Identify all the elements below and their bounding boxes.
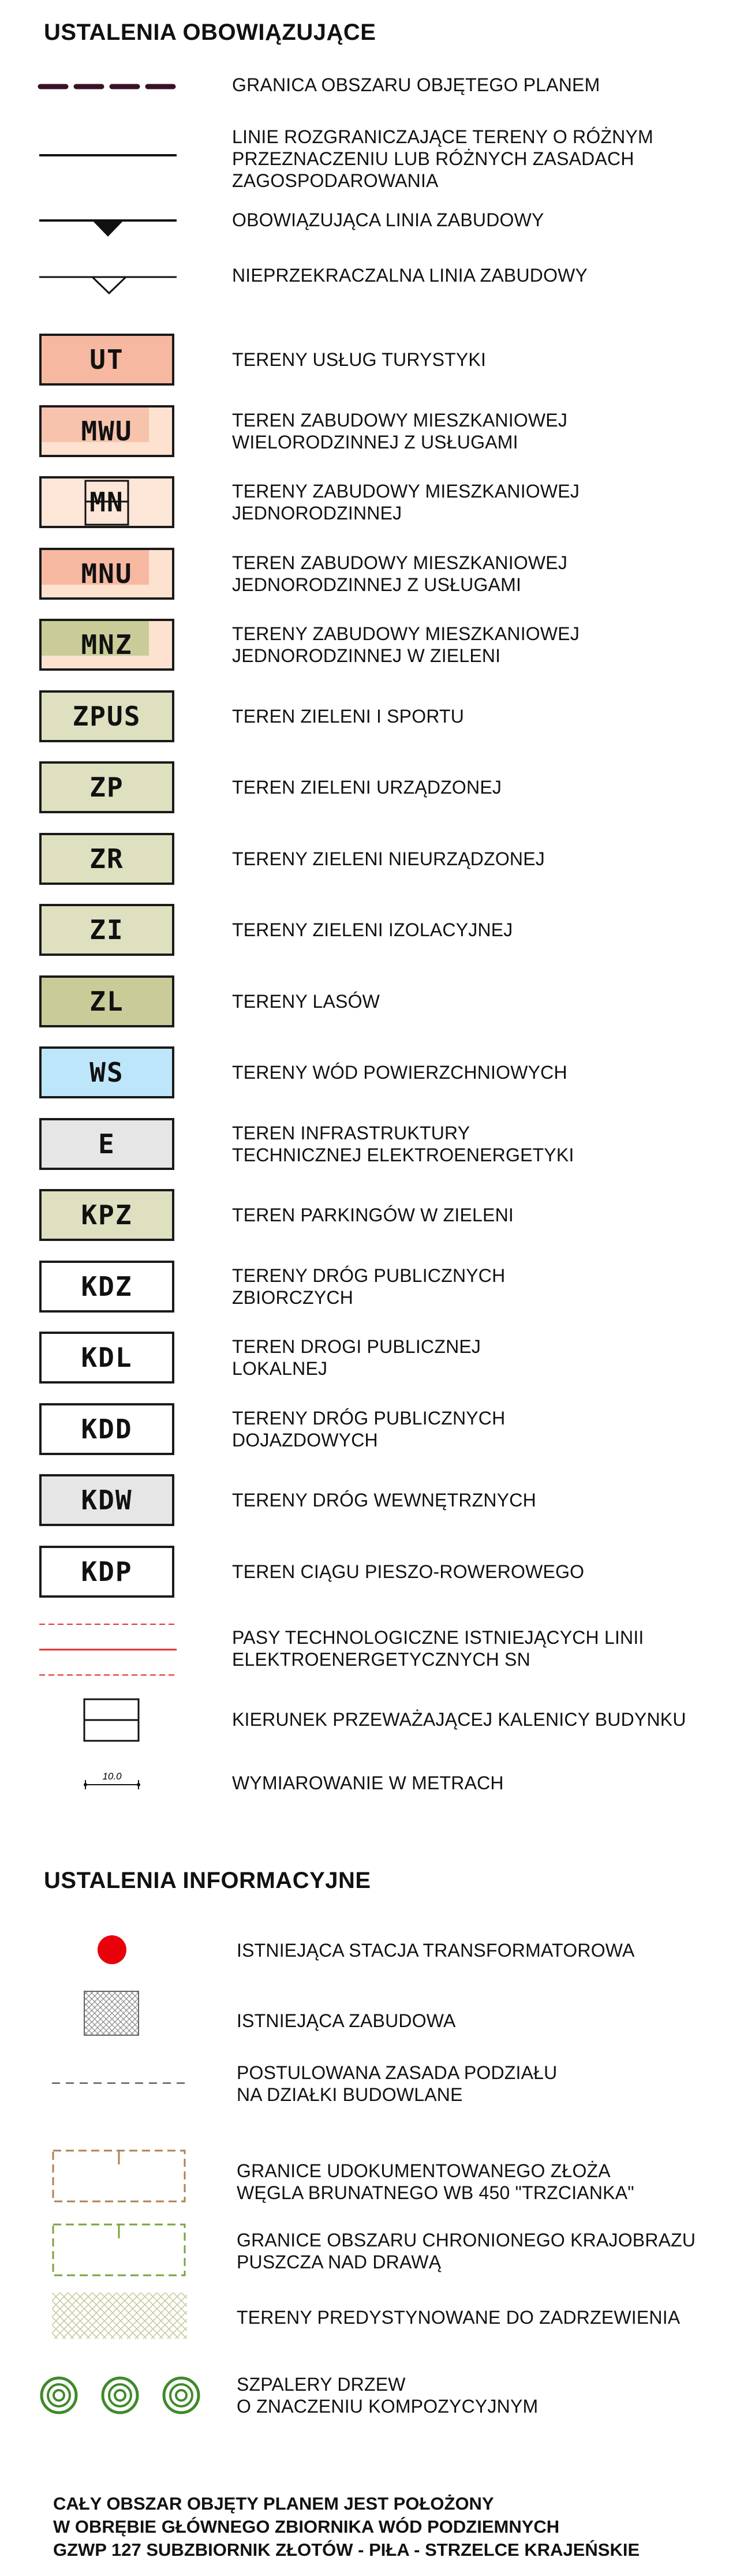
zone-code: KDP [81, 1556, 133, 1587]
zone-symbol-mwu [39, 405, 174, 457]
zone-code: KDL [81, 1342, 133, 1373]
zone-label-zl: TERENY LASÓW [232, 991, 380, 1012]
zone-symbol-zr [39, 833, 174, 885]
zone-code: MN [89, 487, 124, 518]
zone-code: WS [89, 1057, 124, 1088]
zone-label-mwu: TEREN ZABUDOWY MIESZKANIOWEJ WIELORODZINNEJ Z USŁUGAMI [232, 410, 568, 453]
groundwater-reservoir-note: CAŁY OBSZAR OBJĘTY PLANEM JEST POŁOŻONY W OBRĘBIE GŁÓWNEGO ZBIORNIKA WÓD PODZIEMNYCH GZWP 127 SUBZBIORNIK ZŁOTÓW - PIŁA - STRZELCE KRAJEŃSKIE [53, 2493, 640, 2560]
zone-label-kdw: TERENY DRÓG WEWNĘTRZNYCH [232, 1490, 536, 1511]
zone-code: ZL [89, 986, 124, 1017]
zone-symbol-mnu [39, 548, 174, 600]
transformer-station-icon [96, 1934, 128, 1966]
heading-informative-provisions: USTALENIA INFORMACYJNE [44, 1868, 371, 1893]
zone-symbol-kdd [39, 1403, 174, 1455]
tree-row-symbol [35, 2373, 208, 2420]
legend-label-mandatory-building-line: OBOWIĄZUJĄCA LINIA ZABUDOWY [232, 210, 544, 230]
zone-label-kdz: TERENY DRÓG PUBLICZNYCH ZBIORCZYCH [232, 1265, 506, 1308]
protected-landscape-boundary-symbol [52, 2223, 190, 2281]
legend-label-plot-division: POSTULOWANA ZASADA PODZIAŁU NA DZIAŁKI BUDOWLANE [237, 2062, 558, 2105]
zone-symbol-kdp [39, 1546, 174, 1598]
zone-label-zpus: TEREN ZIELENI I SPORTU [232, 706, 465, 727]
zone-symbol-zp [39, 761, 174, 813]
legend-label-lignite-deposit: GRANICE UDOKUMENTOWANEGO ZŁOŻA WĘGLA BRUNATNEGO WB 450 "TRZCIANKA" [237, 2160, 634, 2203]
zone-symbol-kdz [39, 1261, 174, 1313]
zone-code: MNU [81, 558, 133, 589]
zone-symbol-ws [39, 1046, 174, 1098]
legend-label-afforestation: TERENY PREDYSTYNOWANE DO ZADRZEWIENIA [237, 2307, 681, 2328]
zone-symbol-ut [39, 334, 174, 386]
dimension-value: 10.0 [102, 1771, 122, 1782]
zone-symbol-kdw [39, 1474, 174, 1526]
zone-label-zi: TERENY ZIELENI IZOLACYJNEJ [232, 919, 513, 940]
zone-code: MNZ [81, 629, 133, 660]
zone-label-kdp: TEREN CIĄGU PIESZO-ROWEROWEGO [232, 1561, 585, 1582]
zone-label-mnz: TERENY ZABUDOWY MIESZKANIOWEJ JEDNORODZINNEJ W ZIELENI [232, 623, 580, 666]
legend-label-maximum-building-line: NIEPRZEKRACZALNA LINIA ZABUDOWY [232, 265, 588, 286]
existing-building-symbol [83, 1990, 141, 2037]
zone-code: KDZ [81, 1271, 133, 1302]
dimension-symbol [81, 1770, 144, 1793]
legend-label-existing-building: ISTNIEJĄCA ZABUDOWA [237, 2010, 456, 2031]
zone-code: KDD [81, 1414, 133, 1445]
zone-symbol-e [39, 1118, 174, 1170]
zone-label-zp: TEREN ZIELENI URZĄDZONEJ [232, 777, 502, 798]
zone-code: KDW [81, 1485, 133, 1516]
heading-binding-provisions: USTALENIA OBOWIĄZUJĄCE [44, 20, 376, 45]
zone-label-mnu: TEREN ZABUDOWY MIESZKANIOWEJ JEDNORODZINNEJ Z USŁUGAMI [232, 552, 568, 595]
zone-label-ut: TERENY USŁUG TURYSTYKI [232, 349, 487, 370]
zone-symbol-kdl [39, 1332, 174, 1384]
zone-symbol-mn [39, 476, 174, 528]
legend-label-tree-rows: SZPALERY DRZEW O ZNACZENIU KOMPOZYCYJNYM [237, 2374, 539, 2417]
dividing-line-symbol [39, 152, 178, 158]
zone-label-ws: TERENY WÓD POWIERZCHNIOWYCH [232, 1062, 567, 1083]
plan-boundary-line-symbol [39, 81, 178, 92]
legend-label-plan-boundary: GRANICA OBSZARU OBJĘTEGO PLANEM [232, 74, 600, 95]
maximum-building-line-symbol [39, 272, 178, 301]
zone-code: ZPUS [72, 701, 141, 732]
zone-code: UT [89, 344, 124, 375]
zone-symbol-zpus [39, 690, 174, 742]
zone-label-kpz: TEREN PARKINGÓW W ZIELENI [232, 1205, 514, 1225]
zone-symbol-mnz [39, 619, 174, 671]
legend-label-power-line-strip: PASY TECHNOLOGICZNE ISTNIEJĄCYCH LINII ELEKTROENERGETYCZNYCH SN [232, 1627, 644, 1670]
afforestation-area-symbol [52, 2293, 190, 2341]
zone-code: ZI [89, 914, 124, 945]
mandatory-building-line-symbol [39, 215, 178, 244]
zone-label-kdl: TEREN DROGI PUBLICZNEJ LOKALNEJ [232, 1336, 481, 1379]
legend-label-protected-landscape: GRANICE OBSZARU CHRONIONEGO KRAJOBRAZU PUSZCZA NAD DRAWĄ [237, 2230, 696, 2272]
legend-label-dimension: WYMIAROWANIE W METRACH [232, 1773, 504, 1793]
legend-label-roof-ridge-direction: KIERUNEK PRZEWAŻAJĄCEJ KALENICY BUDYNKU [232, 1709, 686, 1730]
lignite-deposit-boundary-symbol [52, 2149, 190, 2207]
zone-label-kdd: TERENY DRÓG PUBLICZNYCH DOJAZDOWYCH [232, 1408, 506, 1450]
zone-symbol-zl [39, 975, 174, 1027]
zone-code: ZP [89, 772, 124, 803]
zone-code: MWU [81, 416, 133, 447]
roof-ridge-direction-symbol [83, 1698, 141, 1744]
zone-code: ZR [89, 843, 124, 874]
zone-symbol-kpz [39, 1189, 174, 1241]
plot-division-line-symbol [52, 2080, 190, 2086]
zone-label-mn: TERENY ZABUDOWY MIESZKANIOWEJ JEDNORODZINNEJ [232, 481, 580, 524]
zone-code: KPZ [81, 1199, 133, 1231]
legend-label-transformer-station: ISTNIEJĄCA STACJA TRANSFORMATOROWA [237, 1940, 635, 1961]
zone-symbol-zi [39, 904, 174, 956]
zone-label-e: TEREN INFRASTRUKTURY TECHNICZNEJ ELEKTROENERGETYKI [232, 1123, 574, 1165]
zone-label-zr: TERENY ZIELENI NIEURZĄDZONEJ [232, 848, 545, 869]
power-line-strip-symbol [39, 1621, 178, 1678]
legend-label-dividing-lines: LINIE ROZGRANICZAJĄCE TERENY O RÓŻNYM PRZEZNACZENIU LUB RÓŻNYCH ZASADACH ZAGOSPODAROWANIA [232, 126, 653, 191]
zone-code: E [98, 1128, 115, 1160]
